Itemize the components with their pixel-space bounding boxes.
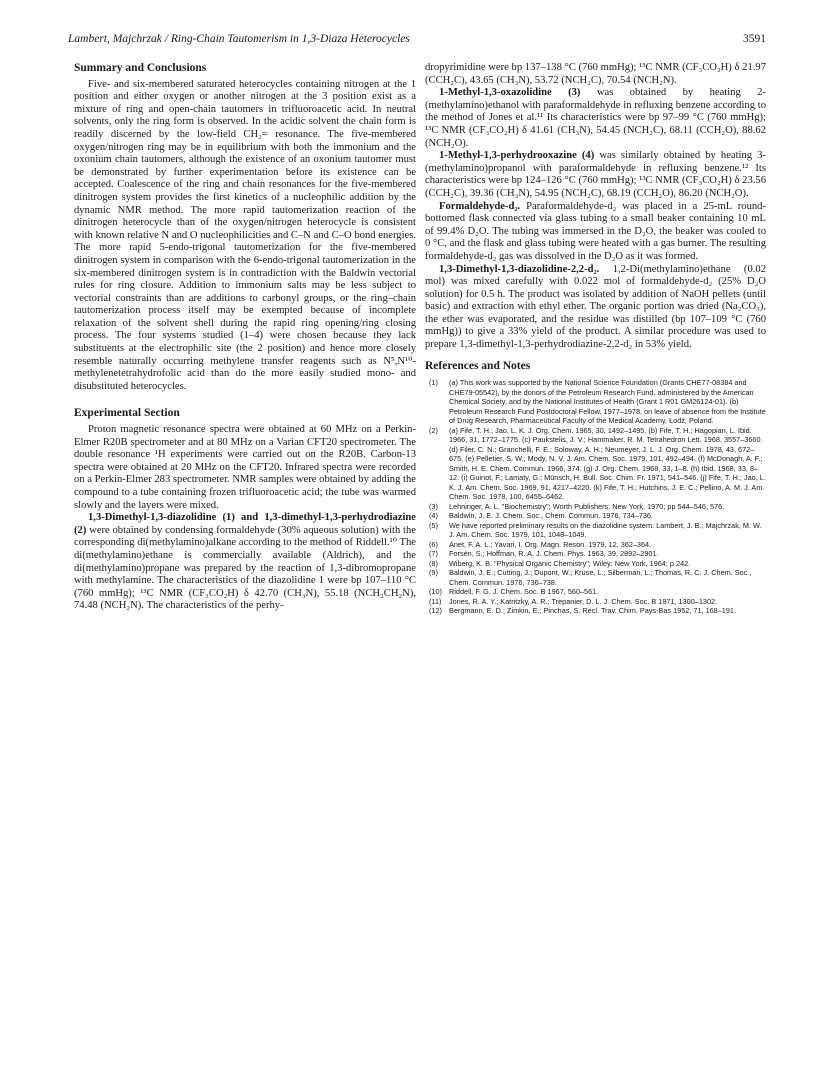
reference-text: Forsén, S.; Hoffman, R. A. J. Chem. Phys. 1963, 39, 2892–2901. (449, 549, 659, 559)
reference-text: Lehninger, A. L. "Biochemistry"; Worth Publishers: New York, 1970; pp 544–546, 576. (449, 501, 725, 511)
deuterated-paragraph (425, 264, 766, 352)
reference-text: Bergmann, E. D.; Zimkin, E.; Pinchas, S. Recl. Trav. Chim. Pays-Bas 1952, 71, 168–191. (449, 606, 737, 616)
reference-text: We have reported preliminary results on the diazolidine system: Lambert, J. B.; Majchrzak, M. W. J. Am. Chem. Soc. 1979, 101, 1048–1049. (449, 520, 762, 540)
reference-number: (7) (429, 549, 438, 559)
reference-number: (11) (429, 596, 442, 606)
right-column (425, 62, 766, 616)
references-heading: References and Notes (425, 359, 531, 372)
paragraph-body: were obtained by condensing formaldehyde (30% aqueous solution) with the corresponding di(methylamino)alkane according to the method of Riddell.¹⁰ The di(methylamino)ethane is commercially available (Aldrich), and the di(methylamino)propane was prepared by the reaction of 1,3-dibromopropane with methylamine. The characteristics of the diazolidine 1 were bp 107–110 °C (760 mmHg); ¹³C NMR (CF₃CO₂H) δ 42.70 (CH₃N), 55.18 (NCH₂CH₂N), 74.48 (NCH₂N). The characteristics of the perhy- (74, 524, 416, 612)
reference-number: (1) (429, 378, 438, 388)
paragraph-body: Paraformaldehyde-d₂ was placed in a 25-mL round-bottomed flask connected via glass tubing to a small beaker containing 10 mL of 99.4% D₂O. The tubing was immersed in the D₂O, the beaker was cooled to 0 °C, and the flask and glass tubing were heated with a gas burner. The resulting formaldehyde-d₂ gas was dissolved in the D₂O as it was formed. (425, 200, 766, 262)
experimental-heading: Experimental Section (74, 407, 180, 420)
reference-number: (6) (429, 539, 438, 549)
reference-number: (2) (429, 425, 438, 435)
reference-text: (a) This work was supported by the National Science Foundation (Grants CHE77-08384 and CHE79-05542), by the donors of the Petroleum Research Fund, administered by the American Chemical Society, and by the National Institutes of Health (Grant 1 R01 GM26124-01). (b) Petroleum Research Fund Postdoctoral Fellow, 1977–1978, on leave of absence from the Institute of Drug Research, Pharmaceutical Faculty of the Medical Academy, Łodź, Poland. (449, 378, 766, 426)
reference-text: (a) Fife, T. H.; Jao, L. K. J. Org. Chem. 1965, 30, 1492–1495. (b) Fife, T. H.; Hagopian, L. Ibid. 1966, 31, 1772–1775. (c) Paukstelis, J. V.; Hammaker, R. M. Tetrahedron Lett. 1968, 3557–3660. (d) Filer, C. N.; Granchelli, F. E.; Soloway, A. H.; Neumeyer, J. L. J. Org. Chem. 1978, 43, 672–675. (e) Pelletier, S. W.; Mody, N. V. J. Am. Chem. Soc. 1979, 101, 492–494. (f) McDonagh, A. F.; Smith, H. E. Chem. Commun. 1966, 374. (g) J. Org. Chem. 1968, 33, 1–8. (h) Ibid. 1968, 33, 8–12. (i) Guinot, F.; Lamaty, G.; Münsch, H. Bull. Soc. Chim. Fr. 1971, 541–546. (j) Fife, T. H.; Jao, L. K. J. Am. Chem. Soc. 1969, 91, 4217–4220. (k) Fife, T. H.; Hutchins, J. E. C.; Pellino, A. M. J. Am. Chem. Soc. 1978, 100, 6455–6462. (449, 425, 766, 502)
reference-number: (3) (429, 501, 438, 511)
formaldehyde-paragraph (425, 201, 766, 264)
reference-number: (4) (429, 511, 438, 521)
reference-number: (5) (429, 520, 438, 530)
reference-number: (12) (429, 606, 442, 616)
running-header (68, 33, 766, 49)
summary-heading: Summary and Conclusions (74, 62, 207, 74)
reference-item (425, 378, 766, 426)
reference-text: Riddell, F. G. J. Chem. Soc. B 1967, 560–561. (449, 587, 599, 597)
experimental-paragraph: Proton magnetic resonance spectra were obtained at 60 MHz on a Perkin-Elmer R20B spectrometer and at 80 MHz on a Varian CFT20 spectrometer. The double resonance ¹H experiments were carried out on the R20B. Carbon-13 spectra were obtained at 20 MHz on the CFT20. Infrared spectra were recorded on a Perkin-Elmer 283 spectrometer. NMR samples were obtained by adding the compound to a tube containing frozen trifluoroacetic acid; the tube was warmed slowly and the layers were mixed. (74, 424, 416, 511)
reference-item (425, 597, 766, 607)
reference-text: Baldwin, J. E. J. Chem. Soc., Chem. Commun. 1976, 734–736. (449, 511, 654, 521)
compound-title: Formaldehyde-d₂. (439, 200, 521, 212)
running-title: Lambert, Majchrzak / Ring-Chain Tautomerism in 1,3-Diaza Heterocycles (68, 33, 410, 45)
left-column (74, 62, 416, 613)
reference-item (425, 606, 766, 616)
reference-text: Anet, F. A. L.; Yavari, I. Org. Magn. Reson. 1979, 12, 362–364. (449, 539, 652, 549)
reference-item (425, 540, 766, 550)
page-number: 3591 (743, 33, 766, 45)
reference-item (425, 511, 766, 521)
reference-item (425, 549, 766, 559)
reference-item (425, 568, 766, 587)
reference-item (425, 587, 766, 597)
reference-number: (10) (429, 587, 442, 597)
summary-paragraph: Five- and six-membered saturated heterocycles containing nitrogen at the 1 position and either oxygen or another nitrogen at the 3 position exist as a mixture of ring and open-chain tautomers in trifluoroacetic acid. In neutral solvents, only the ring form is observed. In the acidic solvent the chain form is readily discerned by the low-field CH₂= resonance. The five-membered oxygen/nitrogen ring may be in equilibrium with both the immonium and the oxonium chain tautomers, although the existence of an oxonium tautomer must be demonstrated by further experimentation before its existence can be accepted. Coalescence of the ring and chain resonances for the five-membered dinitrogen system provides the first kinetics of a nucleophilic addition by the dynamic NMR method. The more rapid tautomerization reaction of the dinitrogen heterocycle than of the oxygen/nitrogen heterocycle is consistent with known relative N and O nucleophilicities and C–N and C–O bond energies. The more rapid 5-endo-trigonal tautomerization for the five-membered dinitrogen system in comparison with the 6-endo-trigonal tautomerization in the six-membered dinitrogen system is in contradiction with the Baldwin vectorial rules for ring closure. Addition to immonium salts may be less subject to vectorial constraints than are additions to carbonyl groups, or the ring–chain tautomerization process itself may be exempted because of incomplete relaxation of the solvent shell during the rapid ring opening/ring closing process. The four systems studied (1–4) were chosen because they lack substituents at the electrophilic site (the 2 position) and hence more closely resemble naturally occurring methylene transfer reagents such as N⁵,N¹⁰-methylenetetrahydrofolic acid than do the more easily studied mono- and disubstituted heterocycles. (74, 78, 416, 392)
reference-text: Jones, R. A. Y.; Katritzky, A. R.; Trepanier, D. L. J. Chem. Soc. B 1971, 1300–1302. (449, 596, 718, 606)
reference-item (425, 502, 766, 512)
reference-number: (9) (429, 568, 438, 578)
compound-title: 1-Methyl-1,3-oxazolidine (3) (439, 87, 581, 99)
compound-title: 1-Methyl-1,3-perhydrooxazine (4) (439, 150, 595, 162)
compound-title: 1,3-Dimethyl-1,3-diazolidine (1) and 1,3-dimethyl-1,3-perhydrodiazine (2) (74, 512, 416, 536)
oxazine-paragraph (425, 150, 766, 200)
reference-item (425, 559, 766, 569)
references-list (425, 378, 766, 616)
continued-paragraph: dropyrimidine were bp 137–138 °C (760 mmHg); ¹³C NMR (CF₃CO₂H) δ 21.97 (CCH₂C), 43.65 (CH₃N), 53.72 (NCH₂C), 70.54 (NCH₂N). (425, 62, 766, 86)
paragraph-body: was similarly obtained by heating 3-(methylamino)propanol with paraformaldehyde in refluxing benzene.¹² Its characteristics were bp 124–126 °C (760 mmHg); ¹³C NMR (CF₃CO₂H) δ 23.56 (CCH₂C), 39.36 (CH₃N), 54.95 (NCH₂C), 68.19 (CCH₂O), 86.20 (NCH₂O). (425, 150, 766, 199)
oxazolidine-paragraph (425, 87, 766, 150)
paragraph-body: 1,2-Di(methylamino)ethane (0.02 mol) was mixed carefully with 0.022 mol of formaldehyde-d₂ (25% D₂O solution) for 0.5 h. The product was isolated by addition of NaOH pellets (until basic) and extraction with ethyl ether. The organic portion was dried (Na₂CO₃), the ether was evaporated, and the residue was distilled (bp 107–109 °C (760 mmHg)) to give a 33% yield of the product. A similar procedure was used to prepare 1,3-dimethyl-1,3-perhydrodiazine-2,2-d₂ in 53% yield. (425, 263, 766, 351)
compound-title: 1,3-Dimethyl-1,3-diazolidine-2,2-d₂. (439, 263, 600, 275)
diazolidine-paragraph (74, 512, 416, 613)
paragraph-body: was obtained by heating 2-(methylamino)ethanol with paraformaldehyde in refluxing benzene according to the method of Jones et al.¹¹ Its characteristics were bp 97–99 °C (760 mmHg); ¹³C NMR (CF₃CO₂H) δ 41.61 (CH₃N), 54.45 (NCH₂C), 68.11 (CCH₂O), 88.62 (NCH₂O). (425, 87, 766, 149)
reference-item (425, 521, 766, 540)
reference-number: (8) (429, 558, 438, 568)
reference-text: Baldwin, J. E.; Cutting, J.; Dupont, W.; Kruse, L.; Silberman, L.; Thomas, R. C. J. Chem. Soc., Chem. Commun. 1976, 736–738. (449, 568, 752, 587)
reference-text: Wiberg, K. B. "Physical Organic Chemistry"; Wiley: New York, 1964; p 242. (449, 558, 691, 568)
reference-item (425, 426, 766, 502)
